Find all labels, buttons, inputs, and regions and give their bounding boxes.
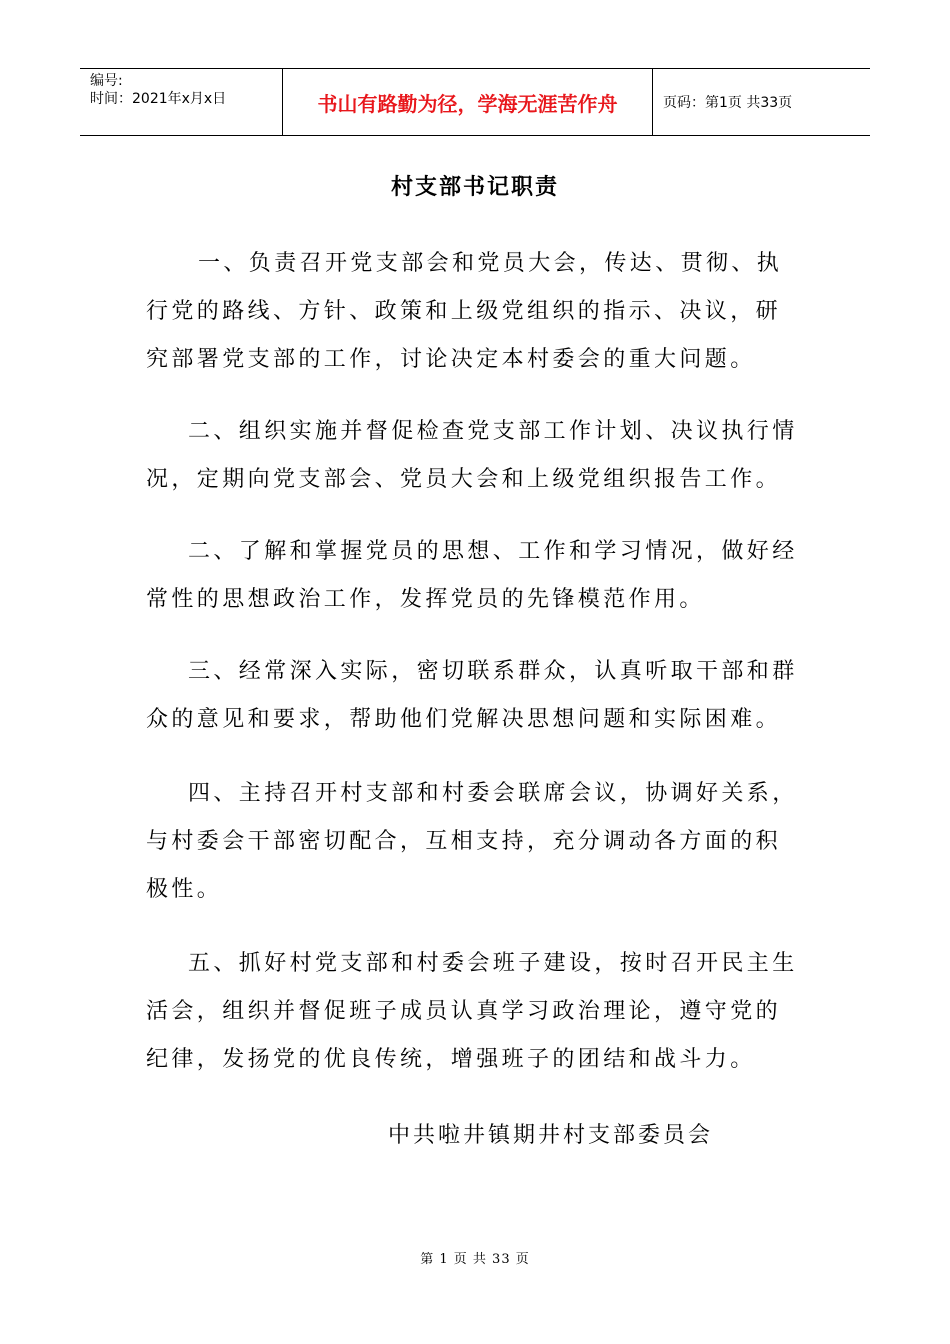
document-title: 村支部书记职责 bbox=[390, 174, 559, 200]
time-label: 时间：2021年x月x日 bbox=[90, 91, 227, 107]
page-code-text: 页码：第1页 共33页 bbox=[663, 95, 793, 111]
paragraph-5: 四、主持召开村支部和村委会联席会议，协调好关系，与村委会干部密切配合，互相支持，充分调动各方面的积极性。 bbox=[146, 781, 798, 902]
paragraph-2: 二、组织实施并督促检查党支部工作计划、决议执行情况，定期向党支部会、党员大会和上级党组织报告工作。 bbox=[146, 419, 798, 492]
paragraph-4: 三、经常深入实际，密切联系群众，认真听取干部和群众的意见和要求，帮助他们党解决思想问题和实际困难。 bbox=[146, 659, 798, 732]
header-meta-cell bbox=[80, 69, 283, 135]
motto-cell bbox=[283, 69, 653, 135]
paragraph-1: 一、负责召开党支部会和党员大会，传达、贯彻、执行党的路线、方针、政策和上级党组织的指示、决议，研究部署党支部的工作，讨论决定本村委会的重大问题。 bbox=[146, 251, 783, 372]
document-header bbox=[80, 68, 870, 136]
number-label: 编号: bbox=[90, 73, 123, 89]
page-code-cell bbox=[653, 69, 870, 135]
signature: 中共啦井镇期井村支部委员会 bbox=[388, 1123, 714, 1148]
motto-text: 书山有路勤为径，学海无涯苦作舟 bbox=[317, 91, 618, 116]
paragraph-3: 二、了解和掌握党员的思想、工作和学习情况，做好经常性的思想政治工作，发挥党员的先锋模范作用。 bbox=[146, 539, 798, 612]
paragraph-6: 五、抓好村党支部和村委会班子建设，按时召开民主生活会，组织并督促班子成员认真学习政治理论，遵守党的纪律，发扬党的优良传统，增强班子的团结和战斗力。 bbox=[146, 951, 798, 1072]
page-footer: 第 1 页 共 33 页 bbox=[420, 1252, 530, 1267]
